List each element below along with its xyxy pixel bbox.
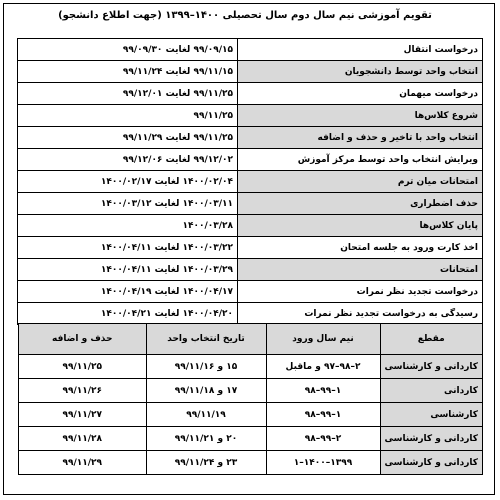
cell-selection-date: ۱۵ و ۹۹/۱۱/۱۶ xyxy=(146,355,266,379)
calendar-date: ۹۹/۱۱/۲۵ لغایت ۹۹/۱۲/۰۱ xyxy=(18,83,238,105)
table-header-row xyxy=(19,324,483,355)
calendar-date: ۹۹/۰۹/۱۵ لغایت ۹۹/۰۹/۳۰ xyxy=(18,39,238,61)
cell-grade: کاردانی و کارشناسی xyxy=(380,427,483,451)
academic-calendar-table xyxy=(17,38,483,325)
cell-grade: کاردانی و کارشناسی xyxy=(380,355,483,379)
header-grade: مقطع xyxy=(380,324,483,355)
calendar-event: انتخاب واحد با تاخیر و حذف و اضافه xyxy=(238,127,483,149)
calendar-row xyxy=(18,171,483,193)
calendar-row xyxy=(18,83,483,105)
course-selection-table xyxy=(18,323,483,475)
calendar-row xyxy=(18,193,483,215)
calendar-row xyxy=(18,303,483,325)
calendar-event: درخواست تجدید نظر نمرات xyxy=(238,281,483,303)
calendar-date: ۹۹/۱۱/۲۵ لغایت ۹۹/۱۱/۲۹ xyxy=(18,127,238,149)
cell-grade: کاردانی و کارشناسی xyxy=(380,451,483,475)
calendar-event: درخواست میهمان xyxy=(238,83,483,105)
calendar-row xyxy=(18,237,483,259)
calendar-date: ۹۹/۱۱/۱۵ لغایت ۹۹/۱۱/۲۴ xyxy=(18,61,238,83)
calendar-row xyxy=(18,39,483,61)
cell-entry-semester: ۱–۹۹–۹۸ xyxy=(266,379,380,403)
calendar-date: ۱۴۰۰/۰۲/۰۴ لغایت ۱۴۰۰/۰۲/۱۷ xyxy=(18,171,238,193)
cell-entry-semester: ۱–۹۹–۹۸ xyxy=(266,403,380,427)
cell-add-drop: ۹۹/۱۱/۲۶ xyxy=(19,379,147,403)
calendar-event: درخواست انتقال xyxy=(238,39,483,61)
calendar-date: ۱۴۰۰/۰۳/۱۱ لغایت ۱۴۰۰/۰۳/۱۲ xyxy=(18,193,238,215)
calendar-event: شروع کلاس‌ها xyxy=(238,105,483,127)
cell-selection-date: ۲۰ و ۹۹/۱۱/۲۱ xyxy=(146,427,266,451)
table-row xyxy=(19,379,483,403)
header-entry-semester: نیم سال ورود xyxy=(266,324,380,355)
cell-add-drop: ۹۹/۱۱/۲۵ xyxy=(19,355,147,379)
calendar-row xyxy=(18,105,483,127)
calendar-row xyxy=(18,215,483,237)
cell-grade: کارشناسی xyxy=(380,403,483,427)
calendar-row xyxy=(18,149,483,171)
calendar-event: انتخاب واحد توسط دانشجویان xyxy=(238,61,483,83)
cell-entry-semester: ۲–۹۹–۹۸ xyxy=(266,427,380,451)
cell-grade: کاردانی xyxy=(380,379,483,403)
calendar-event: ویرایش انتخاب واحد توسط مرکز آموزش xyxy=(238,149,483,171)
header-selection-date: تاریخ انتخاب واحد xyxy=(146,324,266,355)
cell-add-drop: ۹۹/۱۱/۲۷ xyxy=(19,403,147,427)
calendar-event: اخذ کارت ورود به جلسه امتحان xyxy=(238,237,483,259)
cell-entry-semester: ۱۳۹۹–۱۴۰۰–۱ xyxy=(266,451,380,475)
cell-selection-date: ۹۹/۱۱/۱۹ xyxy=(146,403,266,427)
calendar-date: ۱۴۰۰/۰۳/۲۹ لغایت ۱۴۰۰/۰۴/۱۱ xyxy=(18,259,238,281)
header-add-drop: حذف و اضافه xyxy=(19,324,147,355)
calendar-date: ۱۴۰۰/۰۴/۱۷ لغایت ۱۴۰۰/۰۴/۱۹ xyxy=(18,281,238,303)
calendar-event: امتحانات میان ترم xyxy=(238,171,483,193)
table-row xyxy=(19,427,483,451)
cell-selection-date: ۱۷ و ۹۹/۱۱/۱۸ xyxy=(146,379,266,403)
calendar-event: پایان کلاس‌ها xyxy=(238,215,483,237)
calendar-event: امتحانات xyxy=(238,259,483,281)
calendar-date: ۱۴۰۰/۰۴/۲۰ لغایت ۱۴۰۰/۰۴/۲۱ xyxy=(18,303,238,325)
calendar-date: ۱۴۰۰/۰۳/۲۲ لغایت ۱۴۰۰/۰۴/۱۱ xyxy=(18,237,238,259)
table-row xyxy=(19,451,483,475)
calendar-row xyxy=(18,281,483,303)
table-row xyxy=(19,403,483,427)
cell-add-drop: ۹۹/۱۱/۲۸ xyxy=(19,427,147,451)
cell-add-drop: ۹۹/۱۱/۲۹ xyxy=(19,451,147,475)
calendar-row xyxy=(18,259,483,281)
calendar-row xyxy=(18,127,483,149)
calendar-row xyxy=(18,61,483,83)
calendar-date: ۱۴۰۰/۰۳/۲۸ xyxy=(18,215,238,237)
table-row xyxy=(19,355,483,379)
cell-entry-semester: ۲–۹۸–۹۷ و ماقبل xyxy=(266,355,380,379)
calendar-date: ۹۹/۱۲/۰۲ لغایت ۹۹/۱۲/۰۶ xyxy=(18,149,238,171)
cell-selection-date: ۲۳ و ۹۹/۱۱/۲۴ xyxy=(146,451,266,475)
page-title: تقویم آموزشی نیم سال دوم سال تحصیلی ۱۴۰۰–۱۳۹۹ (جهت اطلاع دانشجو) xyxy=(58,10,432,21)
calendar-event: حذف اضطراری xyxy=(238,193,483,215)
calendar-event: رسیدگی به درخواست تجدید نظر نمرات xyxy=(238,303,483,325)
calendar-date: ۹۹/۱۱/۲۵ xyxy=(18,105,238,127)
